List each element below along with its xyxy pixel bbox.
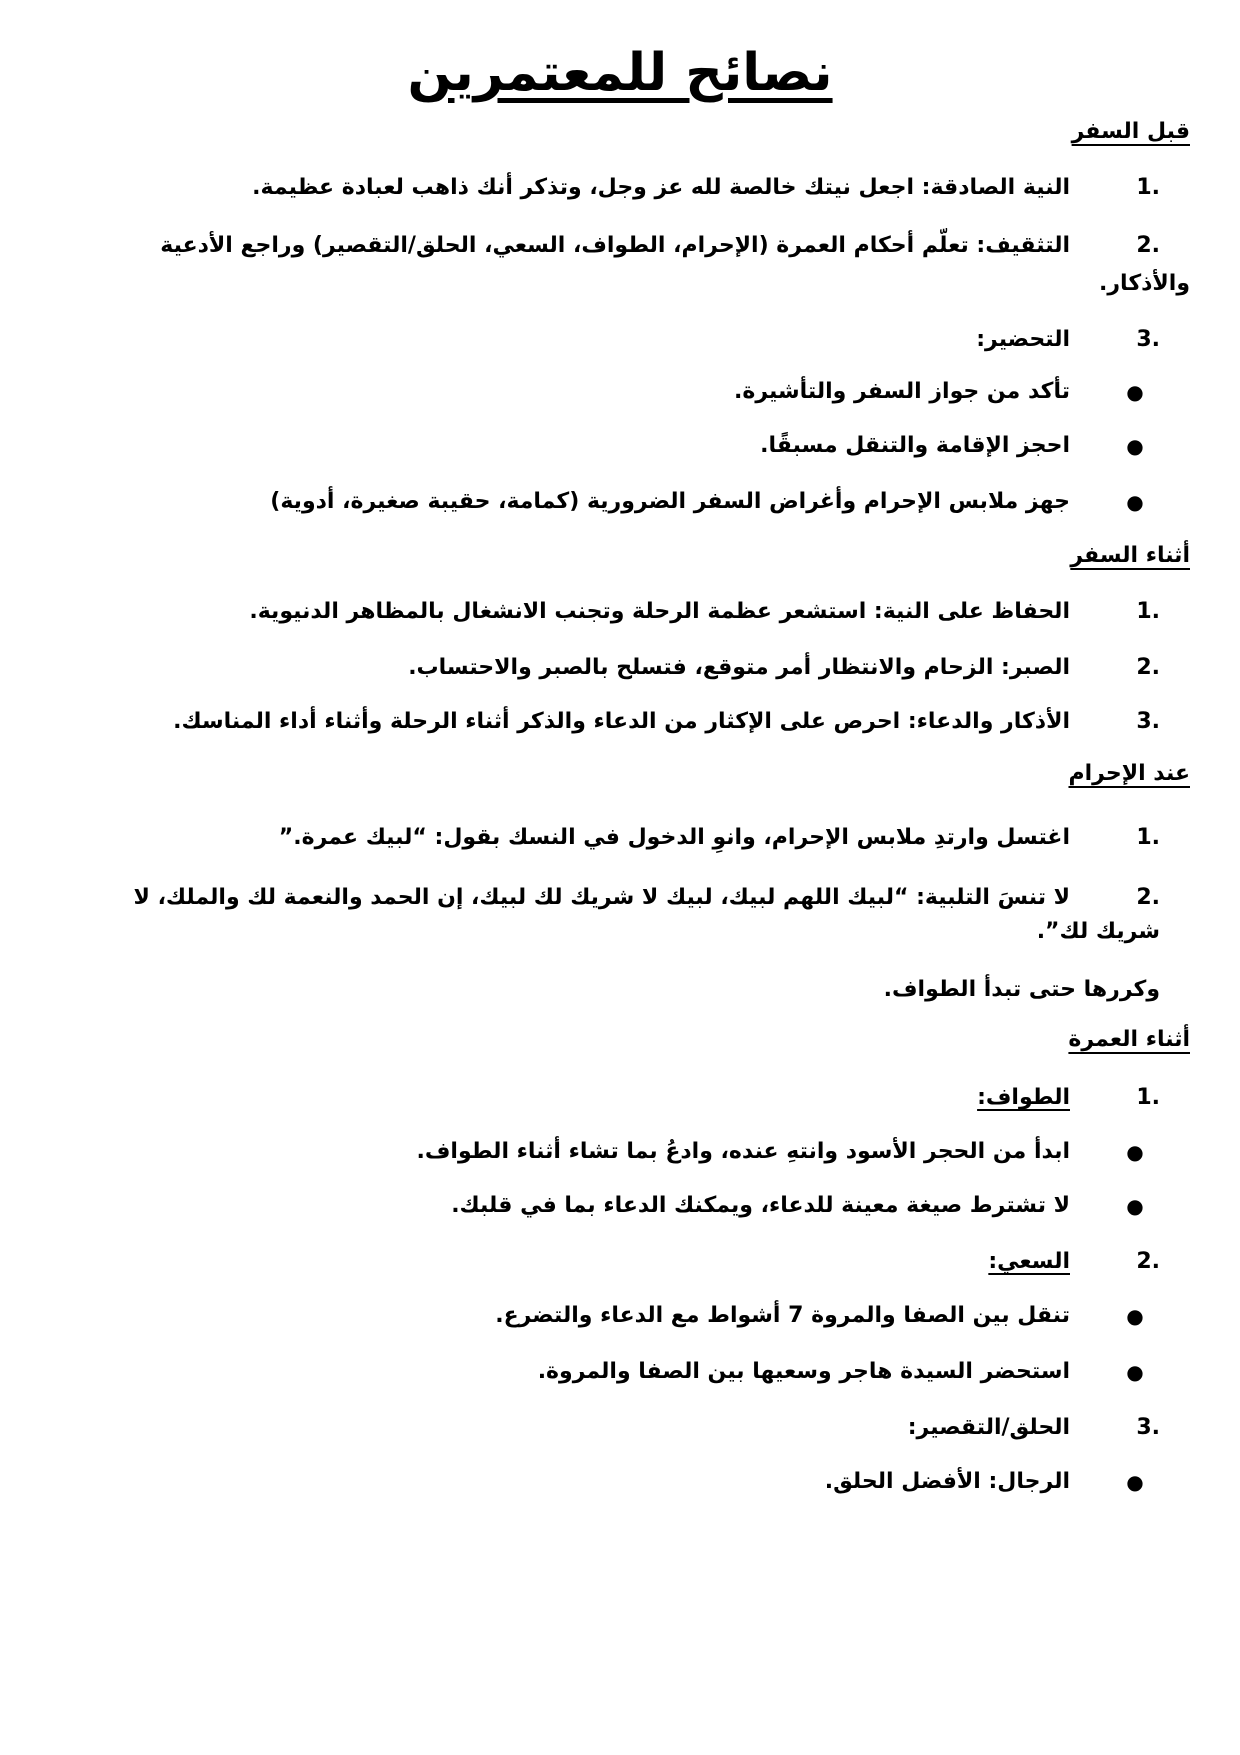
section-heading-before-travel: قبل السفر: [1071, 119, 1190, 144]
bullet-text: ابدأ من الحجر الأسود وانتهِ عنده، وادعُ بما تشاء أثناء الطواف.: [416, 1139, 1070, 1164]
section-heading-during-travel: أثناء السفر: [1070, 543, 1190, 568]
item-number: 1.: [1136, 825, 1160, 850]
subheading-halq: الحلق/التقصير:: [907, 1415, 1070, 1440]
item-number: 2.: [1136, 233, 1160, 258]
item-text: اغتسل وارتدِ ملابس الإحرام، وانوِ الدخول في النسك بقول: “لبيك عمرة.”: [278, 825, 1070, 850]
item-number: 1.: [1136, 1085, 1160, 1110]
bullet-text: استحضر السيدة هاجر وسعيها بين الصفا والمروة.: [537, 1359, 1070, 1384]
item-number: 1.: [1136, 599, 1160, 624]
item-text: لا تنسَ التلبية: “لبيك اللهم لبيك، لبيك لا شريك لك لبيك، إن الحمد والنعمة لك والملك، لا: [133, 885, 1070, 910]
item-text: الأذكار والدعاء: احرص على الإكثار من الدعاء والذكر أثناء الرحلة وأثناء أداء المناسك.: [173, 709, 1070, 734]
bullet-icon: ●: [1126, 1304, 1144, 1328]
item-text-continuation: والأذكار.: [1099, 271, 1190, 296]
subheading-tawaf: الطواف:: [977, 1085, 1070, 1110]
section-heading-during-umrah: أثناء العمرة: [1068, 1027, 1190, 1052]
bullet-icon: ●: [1126, 380, 1144, 404]
list-item: [50, 226, 1190, 306]
bullet-text: جهز ملابس الإحرام وأغراض السفر الضرورية (كمامة، حقيبة صغيرة، أدوية): [270, 489, 1070, 514]
item-number: 3.: [1136, 327, 1160, 352]
subheading-sai: السعي:: [988, 1249, 1070, 1274]
item-number: 2.: [1136, 1249, 1160, 1274]
bullet-icon: ●: [1126, 434, 1144, 458]
bullet-icon: ●: [1126, 1360, 1144, 1384]
section-heading-ihram: عند الإحرام: [1068, 761, 1190, 786]
item-number: 2.: [1136, 655, 1160, 680]
item-text: النية الصادقة: اجعل نيتك خالصة لله عز وجل، وتذكر أنك ذاهب لعبادة عظيمة.: [252, 175, 1070, 200]
bullet-icon: ●: [1126, 490, 1144, 514]
bullet-icon: ●: [1126, 1194, 1144, 1218]
item-number: 3.: [1136, 1415, 1160, 1440]
bullet-icon: ●: [1126, 1470, 1144, 1494]
bullet-text: تأكد من جواز السفر والتأشيرة.: [733, 379, 1070, 404]
bullet-text: الرجال: الأفضل الحلق.: [824, 1469, 1070, 1494]
bullet-icon: ●: [1126, 1140, 1144, 1164]
note-text: وكررها حتى تبدأ الطواف.: [883, 977, 1160, 1002]
item-text: الصبر: الزحام والانتظار أمر متوقع، فتسلح بالصبر والاحتساب.: [408, 655, 1070, 680]
page-title: نصائح للمعتمرين: [407, 43, 833, 103]
bullet-text: احجز الإقامة والتنقل مسبقًا.: [760, 433, 1070, 458]
list-item: [50, 878, 1190, 958]
item-number: 3.: [1136, 709, 1160, 734]
item-number: 1.: [1136, 175, 1160, 200]
item-text: التحضير:: [976, 327, 1070, 352]
item-text-continuation: شريك لك”.: [1036, 919, 1160, 944]
item-text: التثقيف: تعلّم أحكام العمرة (الإحرام، الطواف، السعي، الحلق/التقصير) وراجع الأدعية: [160, 233, 1070, 258]
bullet-text: تنقل بين الصفا والمروة 7 أشواط مع الدعاء والتضرع.: [495, 1303, 1070, 1328]
bullet-text: لا تشترط صيغة معينة للدعاء، ويمكنك الدعاء بما في قلبك.: [451, 1193, 1070, 1218]
item-number: 2.: [1136, 885, 1160, 910]
item-text: الحفاظ على النية: استشعر عظمة الرحلة وتجنب الانشغال بالمظاهر الدنيوية.: [249, 599, 1070, 624]
